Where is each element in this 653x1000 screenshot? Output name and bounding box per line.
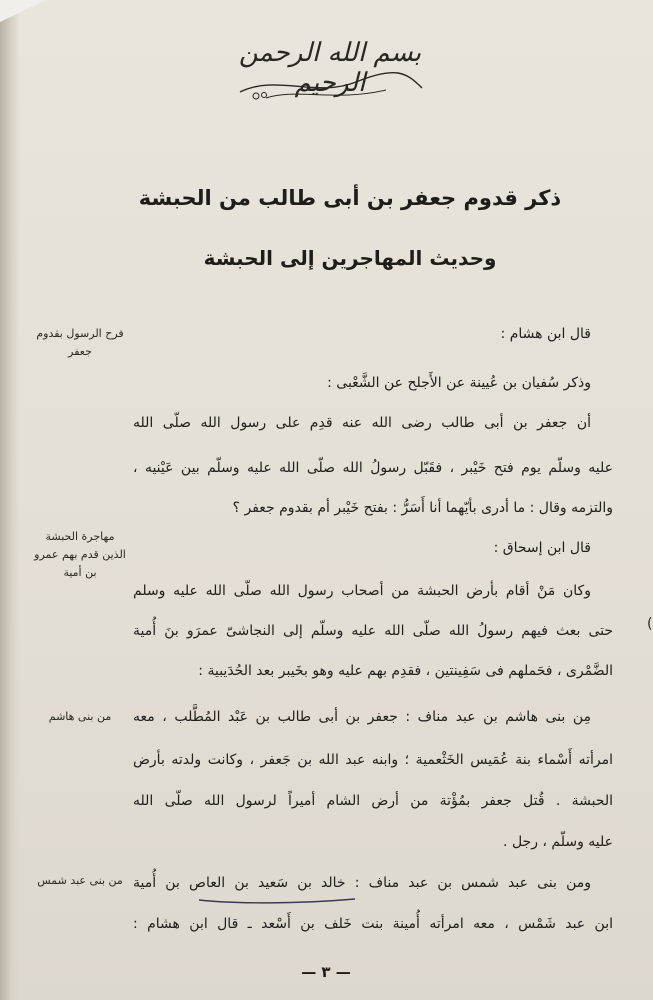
chapter-subtitle: وحديث المهاجرين إلى الحبشة — [203, 246, 497, 270]
side-note-1: فرح الرسول بقدوم جعفر — [36, 327, 124, 358]
text-line: الحبشة . قُتل جعفر بمُؤْتة من أرض الشام أميراً لرسول الله صلّى الله — [133, 793, 613, 809]
text-line: امرأته أَسْماء بنة عُمَيس الخَثْعمية ؛ وابنه عبد الله بن جَعفر ، وكانت ولدته بأرض — [133, 752, 613, 768]
text-line: حتى بعث فيهم رسولُ الله صلّى الله عليه وسلّم إلى النجاشىّ عمرَو بنَ أُمية — [133, 623, 613, 639]
text-line: مِن بنى هاشم بن عبد مناف : جعفر بن أبى طالب بن عَبْد المُطَّلب ، معه — [133, 709, 591, 725]
text-line: أن جعفر بن أبى طالب رضى الله عنه قدِم على رسول الله صلّى الله — [133, 415, 591, 431]
text-line: قال ابن إسحاق : — [493, 540, 591, 556]
text-line: وكان مَنْ أقام بأرض الحبشة من أصحاب رسول الله صلّى الله عليه وسلم — [133, 583, 591, 599]
calligraphy-flourish-icon — [236, 68, 426, 102]
side-note-4: من بنى عبد شمس — [37, 874, 123, 887]
side-note-2: مهاجرة الحبشة الذين قدم بهم عمرو بن أمية — [34, 530, 126, 579]
text-line: عليه وسلّم ، رجل . — [503, 834, 613, 850]
side-note-3: من بنى هاشم — [48, 710, 112, 723]
pen-underline-mark — [197, 896, 357, 906]
text-line: قال ابن هشام : — [500, 326, 591, 342]
text-line: وذكر سُفيان بن عُيينة عن الأَجلح عن الشَّعْبى : — [327, 375, 591, 391]
chapter-title: ذكر قدوم جعفر بن أبى طالب من الحبشة — [138, 186, 562, 210]
basmala-calligraphy — [230, 38, 430, 102]
basmala-text: بسم الله الرحمن الرحيم — [238, 38, 422, 98]
page-number: — ٣ — — [301, 963, 351, 981]
text-line: الضَّمْرى ، فحَملهم فى سَفِينتين ، فقدِم بهم عليه وهو بخَيبر بعد الحُدَيبية : — [198, 663, 613, 679]
text-line: ومن بنى عبد شمس بن عبد مناف : خالد بن سَعيد بن العاص بن أُمية — [133, 875, 591, 891]
book-spine-shadow — [0, 0, 20, 1000]
margin-mark: ( — [647, 616, 653, 632]
text-line: عليه وسلّم يوم فتح خَيْبر ، فقَبّل رسولُ الله صلّى الله عليه وسلّم بين عَيْنيه ، — [133, 460, 613, 476]
text-line: والتزمه وقال : ما أدرى بأيّهما أنا أَسَرُّ : بفتح خَيْبر أم بقدوم جعفر ؟ — [232, 500, 613, 516]
text-line: ابن عبد شَمْس ، معه امرأته أُمينة بنت خَلف بن أَسْعد ـ قال ابن هشام : — [133, 916, 613, 932]
